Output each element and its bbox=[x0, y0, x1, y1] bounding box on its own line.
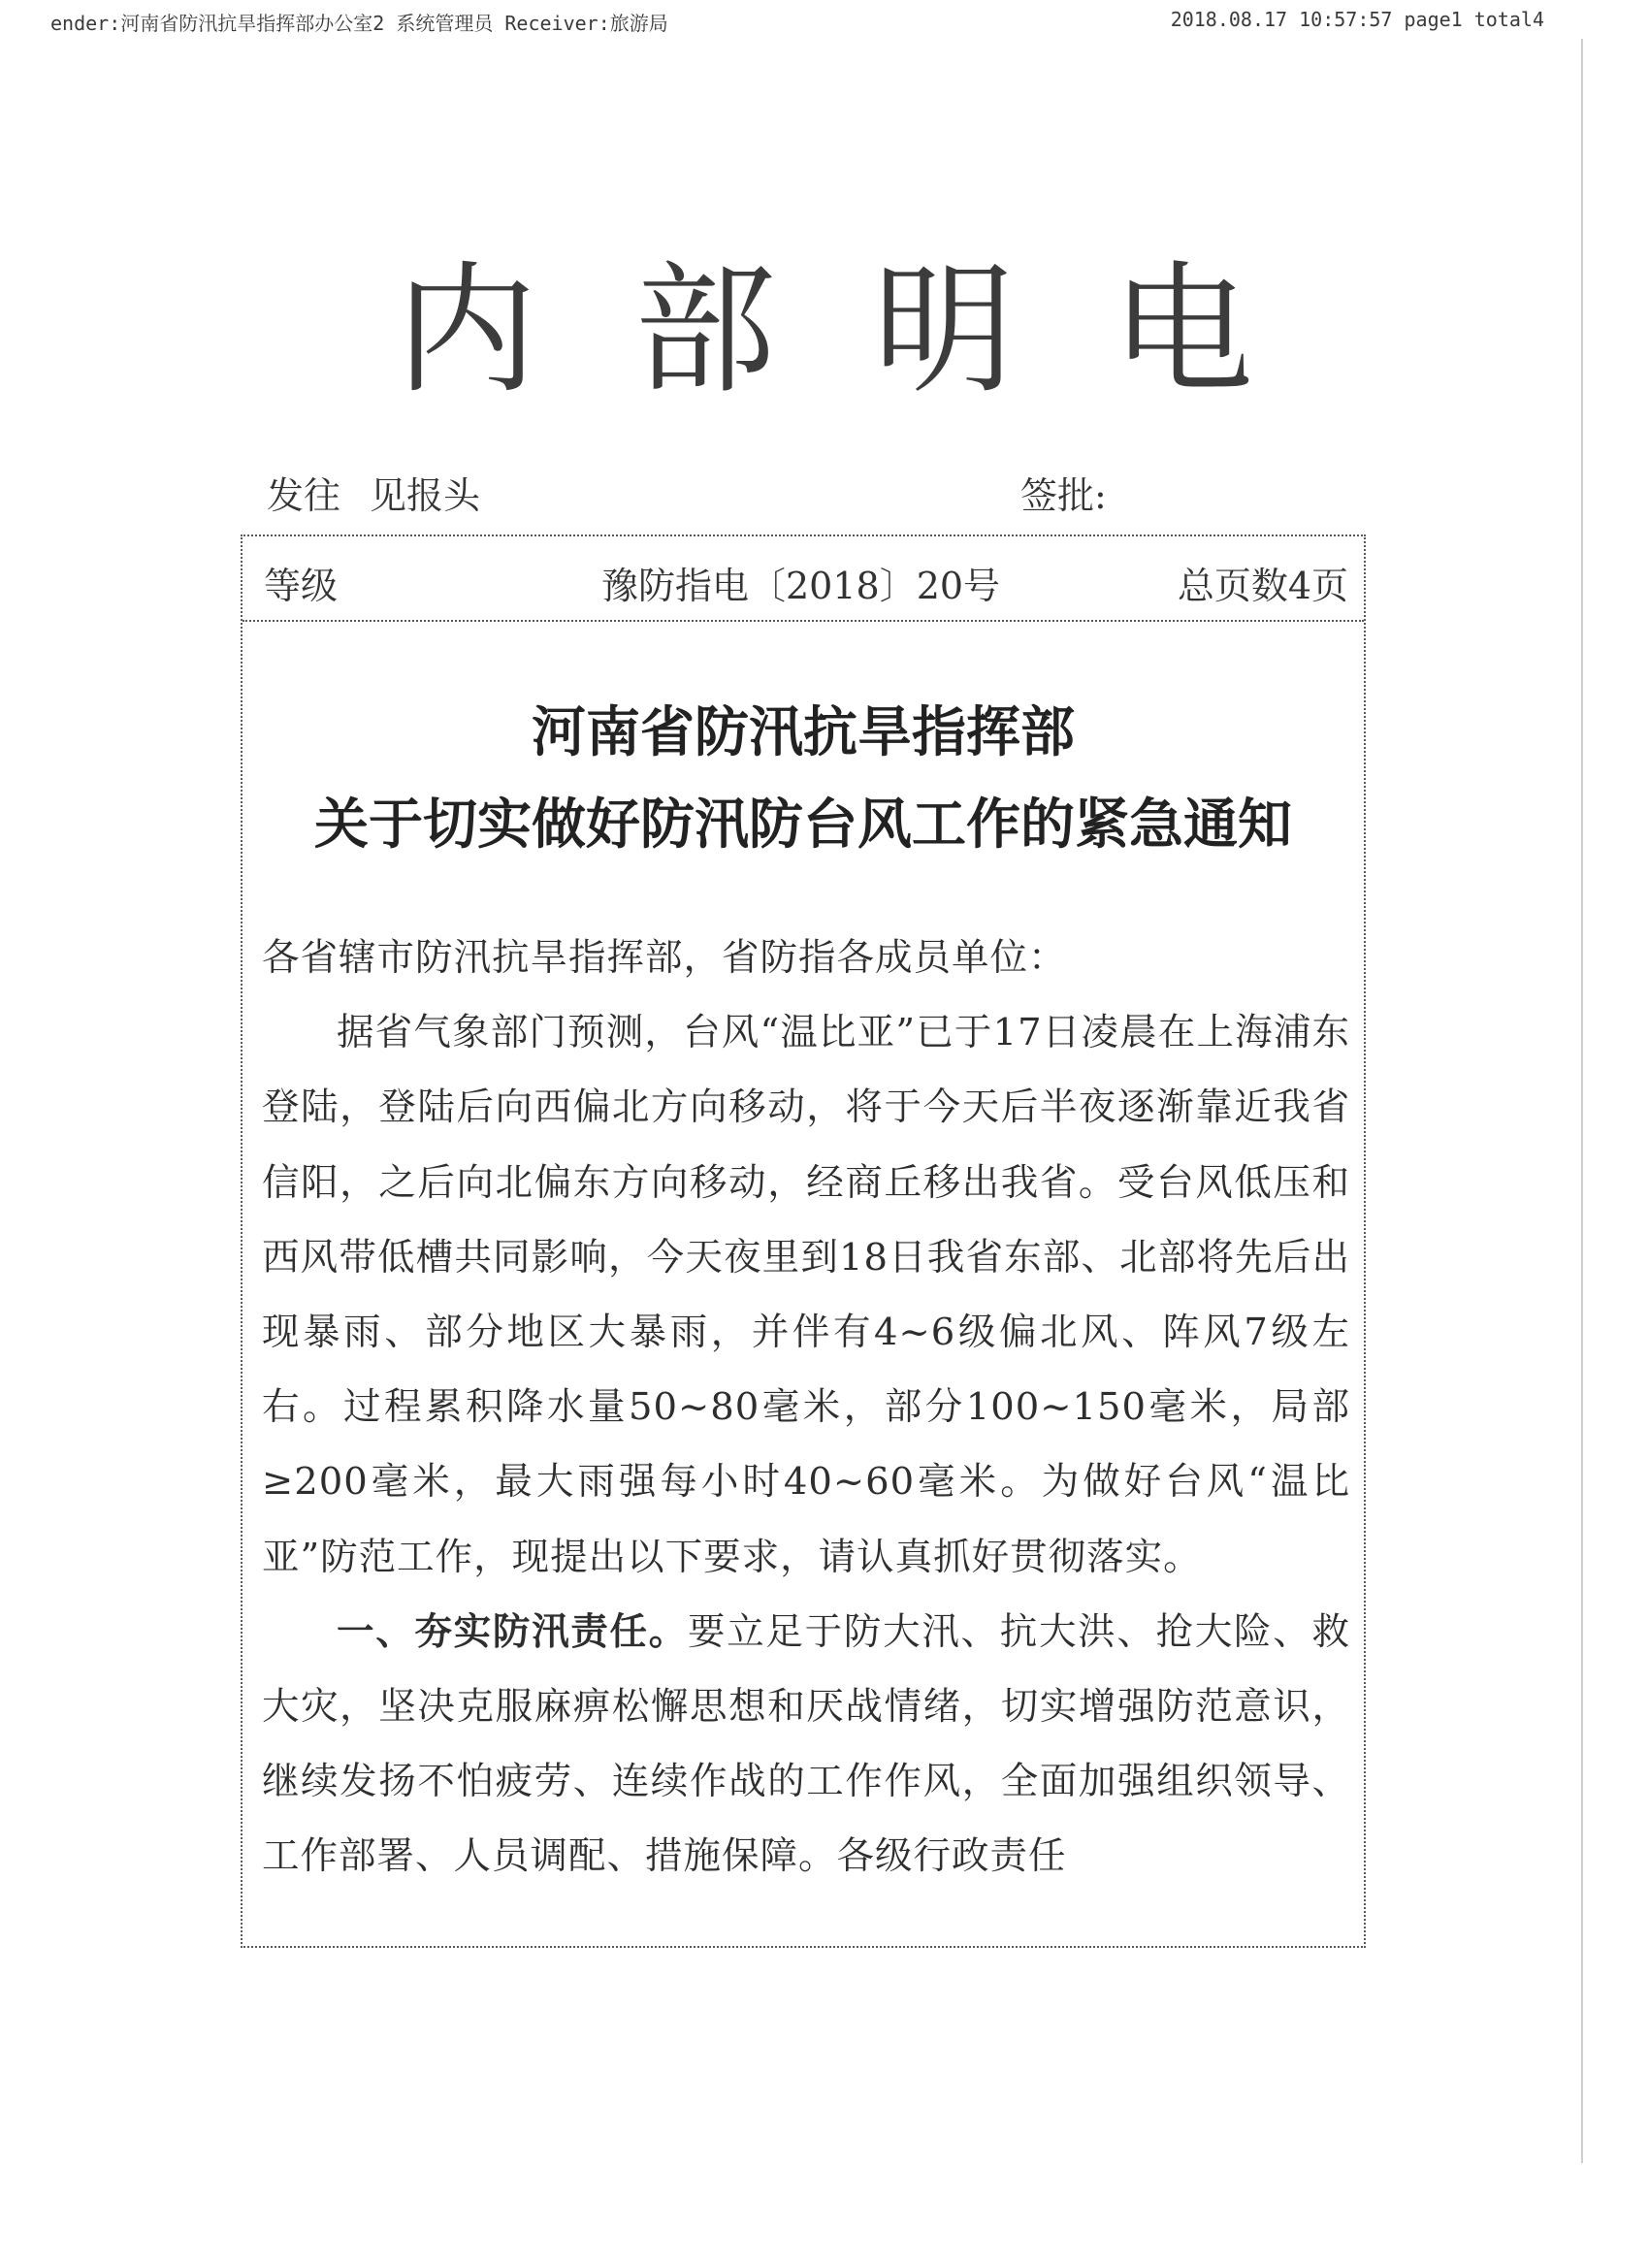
fax-sender-line: ender:河南省防汛抗旱指挥部办公室2 系统管理员 Receiver:旅游局 bbox=[50, 12, 668, 35]
approval-label: 签批: bbox=[1020, 474, 1107, 517]
paragraph-1: 据省气象部门预测，台风“温比亚”已于17日凌晨在上海浦东登陆，登陆后向西偏北方向移动，将于今天后半夜逐渐靠近我省信阳，之后向北偏东方向移动，经商丘移出我省。受台风低压和西风带低槽共同影响，今天夜里到18日我省东部、北部将先后出现暴雨、部分地区大暴雨，并伴有4~6级偏北风、阵风7级左右。过程累积降水量50~80毫米，部分100~150毫米，局部≥200毫米，最大雨强每小时40~60毫米。为做好台风“温比亚”防范工作，现提出以下要求，请认真抓好贯彻落实。 bbox=[262, 1011, 1350, 1579]
send-to-row bbox=[267, 466, 480, 519]
fax-status-line: 2018.08.17 10:57:57 page1 total4 bbox=[1170, 8, 1544, 31]
send-to-label: 发往 bbox=[267, 474, 341, 517]
fax-header bbox=[50, 8, 1544, 37]
section-1-text: 要立足于防大汛、抗大洪、抢大险、救大灾，坚决克服麻痹松懈思想和厌战情绪，切实增强防范意识，继续发扬不怕疲劳、连续作战的工作作风，全面加强组织领导、工作部署、人员调配、措施保障。各级行政责任 bbox=[262, 1609, 1350, 1879]
document-frame bbox=[241, 535, 1366, 1948]
meta-divider bbox=[242, 620, 1364, 622]
notice-title-line1: 河南省防汛抗旱指挥部 bbox=[532, 700, 1075, 764]
salutation: 各省辖市防汛抗旱指挥部，省防指各成员单位： bbox=[262, 936, 1067, 980]
grade-label: 等级 bbox=[264, 565, 339, 607]
notice-title-line2: 关于切实做好防汛防台风工作的紧急通知 bbox=[314, 793, 1292, 857]
section-1-heading: 一、夯实防汛责任。 bbox=[337, 1609, 688, 1654]
notice-body bbox=[262, 921, 1350, 1895]
section-1 bbox=[262, 1595, 1350, 1895]
document-number: 豫防指电〔2018〕20号 bbox=[601, 565, 1001, 607]
send-to-value: 见报头 bbox=[370, 474, 481, 517]
document-title: 内部明电 bbox=[396, 248, 1350, 413]
total-pages: 总页数4页 bbox=[1177, 565, 1348, 607]
meta-row bbox=[242, 536, 1364, 618]
approval-row bbox=[1020, 466, 1107, 519]
